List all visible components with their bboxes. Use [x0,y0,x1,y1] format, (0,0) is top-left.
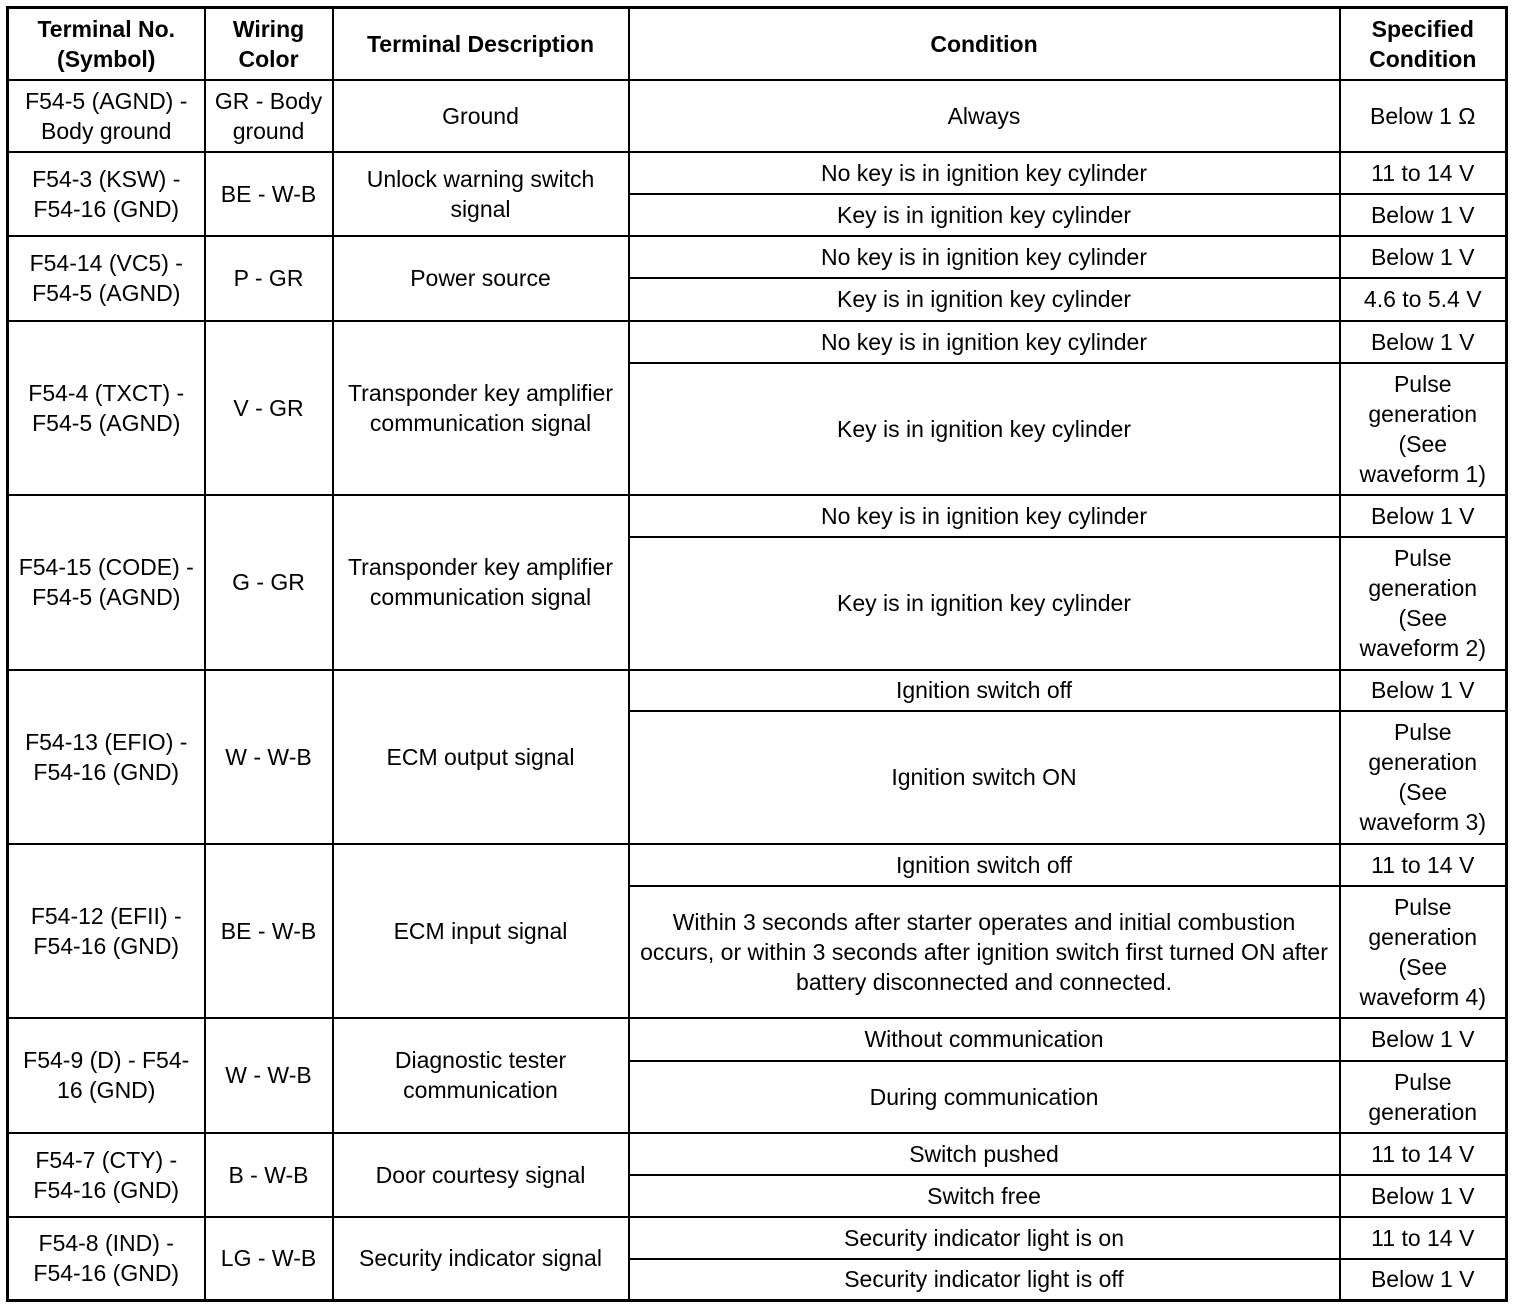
wiring-color-cell: B - W-B [205,1133,333,1217]
description-cell: ECM input signal [333,844,629,1018]
terminal-cell: F54-12 (EFII) - F54-16 (GND) [8,844,205,1018]
condition-cell: Switch pushed [629,1133,1340,1175]
description-cell: Power source [333,236,629,321]
specified-condition-cell: 11 to 14 V [1340,152,1507,194]
specified-condition-cell: Below 1 V [1340,236,1507,278]
table-body [8,80,1507,1301]
specified-condition-cell: Below 1 Ω [1340,80,1507,152]
wiring-color-cell: LG - W-B [205,1217,333,1301]
condition-cell: Security indicator light is off [629,1259,1340,1301]
specified-condition-cell: Below 1 V [1340,321,1507,363]
specified-condition-cell: Below 1 V [1340,670,1507,711]
wiring-color-cell: P - GR [205,236,333,321]
terminal-cell: F54-13 (EFIO) - F54-16 (GND) [8,670,205,844]
table-row [8,1133,1507,1175]
description-cell: ECM output signal [333,670,629,844]
condition-cell: Within 3 seconds after starter operates and initial combustion occurs, or within 3 seconds after ignition switch first turned ON after battery disconnected and connected. [629,886,1340,1018]
terminal-cell: F54-8 (IND) - F54-16 (GND) [8,1217,205,1301]
wiring-color-cell: BE - W-B [205,844,333,1018]
specified-condition-cell: Below 1 V [1340,495,1507,537]
wiring-color-cell: W - W-B [205,670,333,844]
table-row [8,1217,1507,1259]
terminal-cell: F54-5 (AGND) - Body ground [8,80,205,152]
table-row [8,152,1507,194]
header-condition: Condition [629,8,1340,80]
table-row [8,236,1507,278]
condition-cell: During communication [629,1061,1340,1133]
condition-cell: Ignition switch off [629,844,1340,886]
condition-cell: No key is in ignition key cylinder [629,321,1340,363]
condition-cell: No key is in ignition key cylinder [629,495,1340,537]
terminal-cell: F54-15 (CODE) - F54-5 (AGND) [8,495,205,670]
header-wiring-color: Wiring Color [205,8,333,80]
specified-condition-cell: Pulse generation [1340,1061,1507,1133]
condition-cell: Switch free [629,1175,1340,1217]
condition-cell: Security indicator light is on [629,1217,1340,1259]
table-row [8,1018,1507,1061]
terminal-cell: F54-4 (TXCT) - F54-5 (AGND) [8,321,205,495]
wiring-color-cell: W - W-B [205,1018,333,1133]
condition-cell: Key is in ignition key cylinder [629,363,1340,495]
condition-cell: No key is in ignition key cylinder [629,152,1340,194]
specified-condition-cell: Below 1 V [1340,1259,1507,1301]
terminal-cell: F54-3 (KSW) - F54-16 (GND) [8,152,205,236]
condition-cell: Key is in ignition key cylinder [629,194,1340,236]
condition-cell: Ignition switch off [629,670,1340,711]
wiring-color-cell: GR - Body ground [205,80,333,152]
specified-condition-cell: Pulse generation (See waveform 2) [1340,537,1507,670]
terminal-cell: F54-9 (D) - F54-16 (GND) [8,1018,205,1133]
description-cell: Door courtesy signal [333,1133,629,1217]
description-cell: Transponder key amplifier communication signal [333,321,629,495]
header-terminal: Terminal No. (Symbol) [8,8,205,80]
specified-condition-cell: Below 1 V [1340,1175,1507,1217]
wiring-color-cell: V - GR [205,321,333,495]
description-cell: Security indicator signal [333,1217,629,1301]
header-row [8,8,1507,80]
table-row [8,321,1507,363]
terminal-cell: F54-7 (CTY) - F54-16 (GND) [8,1133,205,1217]
header-terminal-description: Terminal Description [333,8,629,80]
terminal-table-wrapper [6,6,1508,1302]
table-row [8,495,1507,537]
description-cell: Unlock warning switch signal [333,152,629,236]
specified-condition-cell: 11 to 14 V [1340,1133,1507,1175]
header-specified-condition: Specified Condition [1340,8,1507,80]
specified-condition-cell: Pulse generation (See waveform 4) [1340,886,1507,1018]
specified-condition-cell: 4.6 to 5.4 V [1340,278,1507,321]
specified-condition-cell: 11 to 14 V [1340,844,1507,886]
terminal-table [6,6,1508,1302]
wiring-color-cell: BE - W-B [205,152,333,236]
table-row [8,844,1507,886]
table-row [8,80,1507,152]
condition-cell: Key is in ignition key cylinder [629,278,1340,321]
specified-condition-cell: Pulse generation (See waveform 3) [1340,711,1507,844]
description-cell: Diagnostic tester communication [333,1018,629,1133]
specified-condition-cell: Below 1 V [1340,194,1507,236]
description-cell: Ground [333,80,629,152]
specified-condition-cell: 11 to 14 V [1340,1217,1507,1259]
description-cell: Transponder key amplifier communication signal [333,495,629,670]
condition-cell: Key is in ignition key cylinder [629,537,1340,670]
specified-condition-cell: Pulse generation (See waveform 1) [1340,363,1507,495]
condition-cell: Without communication [629,1018,1340,1061]
table-row [8,670,1507,711]
wiring-color-cell: G - GR [205,495,333,670]
specified-condition-cell: Below 1 V [1340,1018,1507,1061]
terminal-cell: F54-14 (VC5) - F54-5 (AGND) [8,236,205,321]
condition-cell: Ignition switch ON [629,711,1340,844]
condition-cell: Always [629,80,1340,152]
condition-cell: No key is in ignition key cylinder [629,236,1340,278]
